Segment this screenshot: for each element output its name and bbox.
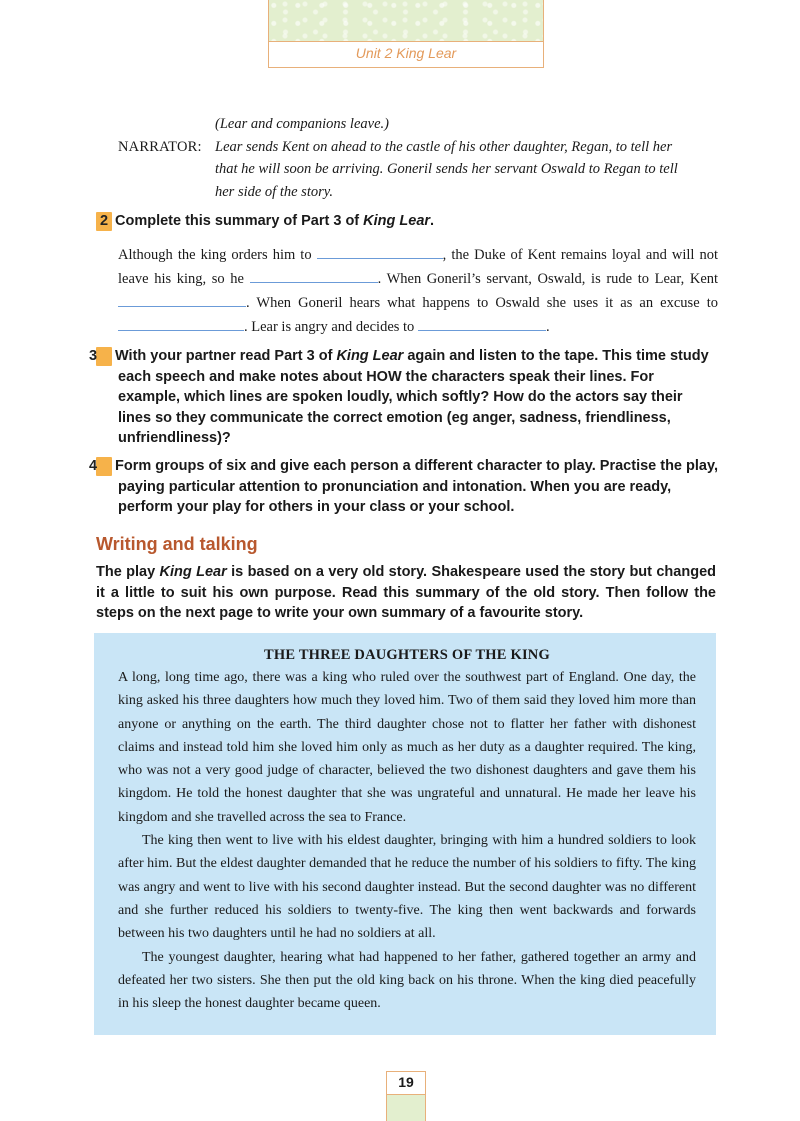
blank-field[interactable] — [118, 316, 244, 331]
narration-line: that he will soon be arriving. Goneril sends her servant Oswald to Regan to tell — [215, 161, 678, 177]
header-texture — [269, 0, 543, 42]
page-number-texture — [387, 1094, 425, 1121]
page-number: 19 — [398, 1074, 414, 1090]
task-2: 2 Complete this summary of Part 3 of King Lear. — [96, 211, 716, 232]
writing-intro: The play King Lear is based on a very old story. Shakespeare used the story but changed it a little to suit his own purpose. Read this summary of the old story. Then follow the steps on the next page to write your own summary of a favourite story. — [96, 564, 716, 621]
narration-line: her side of the story. — [215, 183, 334, 200]
task-3 — [88, 346, 718, 449]
task-2-title: King Lear — [363, 213, 431, 229]
blank-field[interactable] — [317, 244, 443, 259]
story-paragraph: A long, long time ago, there was a king who ruled over the southwest part of England. One day, the king asked his three daughters how much they loved him. Two of them said they loved him more than anyone or anything on the earth. The third daughter chose not to flatter her father with dishonest claims and instead told him she loved him only as much as her duty as a daughter required. The king, who was not a very good judge of character, believed the two dishonest daughters and gave them his kingdom. He told the honest daughter that she was ungrateful and unnatural. He made her leave his kingdom and she travelled across the sea to France. — [118, 670, 696, 825]
stage-direction: (Lear and companions leave.) — [215, 116, 389, 132]
unit-title: Unit 2 King Lear — [355, 45, 457, 61]
narration-line: Lear sends Kent on ahead to the castle of his other daughter, Regan, to tell her — [215, 138, 673, 155]
speaker-label: NARRATOR: — [118, 138, 202, 155]
story-title: THE THREE DAUGHTERS OF THE KING — [264, 647, 550, 663]
blank-field[interactable] — [250, 268, 378, 283]
task-number-badge: 3 — [96, 347, 112, 366]
blank-field[interactable] — [418, 316, 546, 331]
task-2-text: Complete this summary of Part 3 of — [115, 213, 364, 229]
task-4-text: 4 Form groups of six and give each person a different character to play. Practise the play, paying particular attention to pronunciation and intonation. When you are ready, perform your play for others in your class or your school. — [88, 458, 718, 515]
narration — [215, 136, 728, 204]
fill-in-summary: Although the king orders him to , the Duke of Kent remains loyal and will not leave his king, so he . When Goneril’s servant, Oswald, is rude to Lear, Kent . When Goneril hears what happens to Oswald she uses it as an excuse to . Lear is angry and decides to . — [118, 243, 718, 339]
task-4 — [88, 456, 718, 518]
story-box — [94, 633, 716, 1035]
task-number-badge: 2 — [96, 212, 112, 231]
story-paragraph: The king then went to live with his eldest daughter, bringing with him a hundred soldiers to look after him. But the eldest daughter demanded that he reduce the number of his soldiers to fifty. The king was angry and went to live with his second daughter instead. But the second daughter was no different and she further reduced his soldiers to twenty-five. The king then went backwards and forwards between his two daughters until he had no soldiers at all. — [118, 833, 696, 942]
blank-field[interactable] — [118, 292, 246, 307]
page-number-tab — [386, 1071, 426, 1121]
story-paragraph: The youngest daughter, hearing what had happened to her father, gathered together an army and defeated her two sisters. She then put the old king back on his throne. When the king died peacefully in his sleep the honest daughter became queen. — [118, 949, 696, 1012]
drama-excerpt — [118, 113, 728, 203]
section-title: Writing and talking — [96, 534, 258, 554]
unit-header — [268, 0, 544, 68]
task-number-badge: 4 — [96, 457, 112, 476]
task-3-text: 3 With your partner read Part 3 of King Lear again and listen to the tape. This time study each speech and make notes about HOW the characters speak their lines. For example, which lines are spoken loudly, which softly? How do the actors say their lines so they communicate the correct emotion (eg anger, sadness, friendliness, unfriendliness)? — [88, 348, 709, 446]
